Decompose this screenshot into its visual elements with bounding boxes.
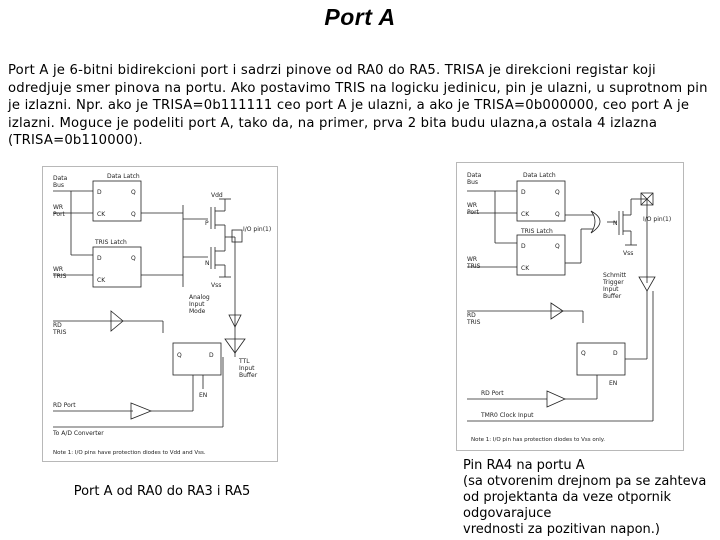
svg-text:Q: Q [581,350,586,357]
data-bus-label: Data [53,175,68,182]
svg-text:Buffer: Buffer [603,293,622,300]
schmitt-trigger-label: Schmitt [603,272,627,279]
svg-text:CK: CK [521,211,530,218]
svg-text:N: N [205,260,210,267]
svg-text:TRIS: TRIS [467,263,481,270]
svg-text:Q: Q [555,189,560,196]
svg-text:Input: Input [239,365,255,372]
wr-tris-label: WR [467,256,478,263]
rd-tris-label: RD [467,312,476,319]
svg-text:CK: CK [97,211,106,218]
left-diagram-caption: Port A od RA0 do RA3 i RA5 [73,484,251,499]
svg-text:Buffer: Buffer [239,372,258,379]
svg-text:Bus: Bus [467,179,479,186]
svg-text:TRIS: TRIS [53,273,67,280]
svg-text:Port: Port [467,209,479,216]
wr-port-label: WR [53,204,64,211]
svg-text:Bus: Bus [53,182,65,189]
svg-text:Mode: Mode [189,308,206,315]
svg-text:TRIS: TRIS [53,329,67,336]
port-a-ra4-diagram [456,162,684,451]
port-a-ra0-ra3-diagram [42,166,278,462]
svg-text:Port: Port [53,211,65,218]
io-pin-label: I/O pin(1) [643,216,672,223]
svg-text:Trigger: Trigger [603,279,624,286]
svg-text:CK: CK [521,265,530,272]
description-paragraph: Port A je 6-bitni bidirekcioni port i sadrzi pinove od RA0 do RA5. TRISA je direkcioni registar koji odredjuje smer pinova na portu. Ako postavimo TRIS na logicku jedinicu, pin je ulazni, u suprotnom pin je izlazni. Npr. ako je TRISA=0b111111 ceo port A je ulazni, a ako je TRISA=0b000000, ceo port A je izlazni. Moguce je podeliti port A, tako da, na primer, prva 2 bita budu ulazna,a ostala 4 izlazna (TRISA=0b110000). [8,63,708,149]
svg-text:P: P [205,220,209,227]
tris-latch-label: TRIS Latch [95,239,127,246]
tris-latch-label: TRIS Latch [521,228,553,235]
data-latch-label: Data Latch [523,172,556,179]
analog-input-mode-label: Analog [189,294,210,301]
svg-text:Q: Q [131,189,136,196]
diagram-note: Note 1: I/O pin has protection diodes to Vss only. [471,437,605,443]
svg-text:Q: Q [131,255,136,262]
rd-port-label: RD Port [481,390,504,397]
svg-text:D: D [209,352,214,359]
svg-text:Q: Q [131,211,136,218]
rd-tris-label: RD [53,322,62,329]
svg-text:N: N [613,220,618,227]
wr-tris-label: WR [53,266,64,273]
right-diagram-caption: Pin RA4 na portu A (sa otvorenim drejnom pa se zahteva od projektanta da veze otpornik odgovarajuce vrednosti za pozitivan napon.) [463,458,707,537]
vss-label: Vss [623,250,634,257]
port-a-ra0-ra3-schematic [43,167,277,461]
en-label: EN [609,380,618,387]
svg-text:CK: CK [97,277,106,284]
vss-label: Vss [211,282,222,289]
slide-title: Port A [324,4,396,30]
svg-text:Input: Input [189,301,205,308]
svg-text:D: D [521,243,526,250]
port-a-ra4-schematic [457,163,683,450]
data-latch-label: Data Latch [107,173,140,180]
wr-port-label: WR [467,202,478,209]
svg-text:D: D [613,350,618,357]
svg-text:Q: Q [177,352,182,359]
to-ad-label: To A/D Converter [53,430,104,437]
tmr0-clock-label: TMR0 Clock Input [481,412,534,419]
en-label: EN [199,392,208,399]
diagram-note: Note 1: I/O pins have protection diodes to Vdd and Vss. [53,450,206,456]
svg-text:Input: Input [603,286,619,293]
vdd-label: Vdd [211,192,223,199]
svg-text:Q: Q [555,211,560,218]
rd-port-label: RD Port [53,402,76,409]
svg-text:D: D [97,189,102,196]
svg-text:Q: Q [555,243,560,250]
svg-text:D: D [97,255,102,262]
svg-text:D: D [521,189,526,196]
io-pin-label: I/O pin(1) [243,226,272,233]
data-bus-label: Data [467,172,482,179]
svg-text:TRIS: TRIS [467,319,481,326]
ttl-buffer-label: TTL [239,358,250,365]
